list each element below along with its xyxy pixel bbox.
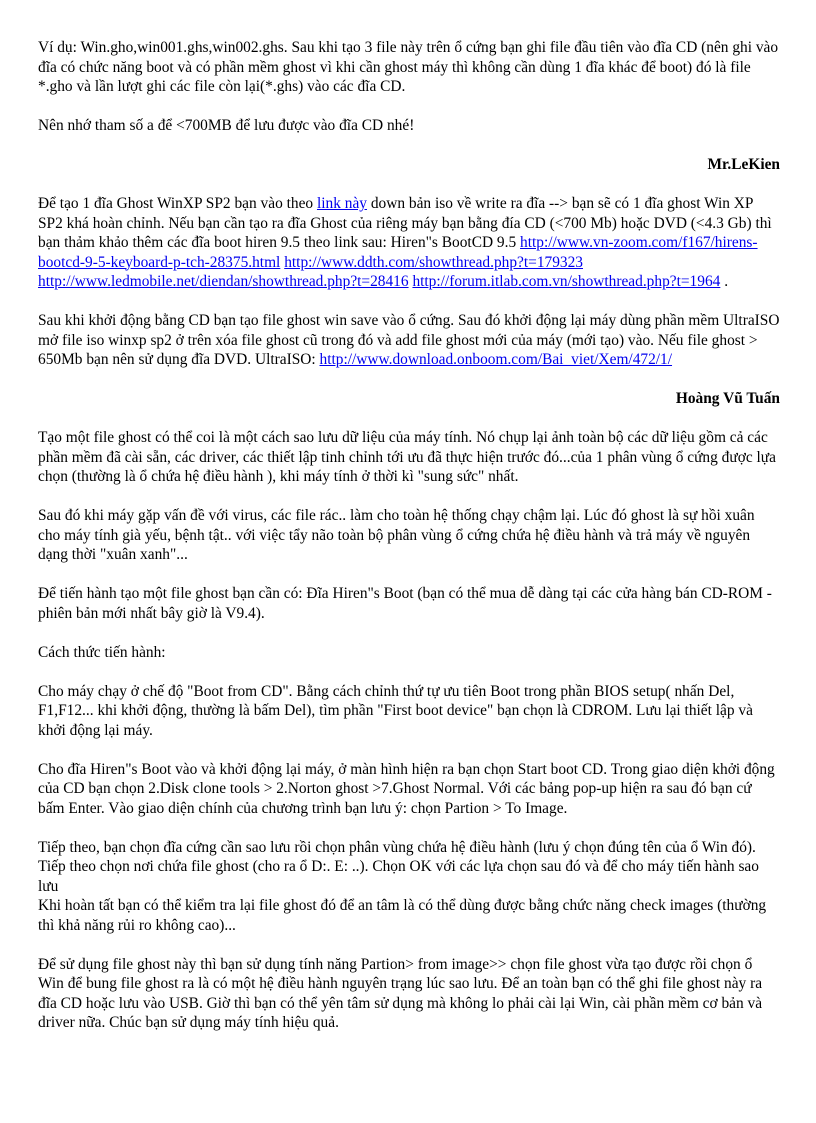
paragraph-procedure-heading: Cách thức tiến hành: bbox=[38, 643, 166, 661]
text-fragment: down bản iso về write ra đĩa --> bạn sẽ có 1 đĩa ghost Win XP SP2 khá hoàn chỉnh. Nếu bạn cần tạo ra đĩa Ghost của riêng máy bạn bằng đía CD (<700 Mb) hoặc DVD (<4.3 Gb) thì bạn thảm khảo thêm các đĩa boot hiren 9.5 theo link sau: Hiren"s BootCD 9.5 bbox=[38, 195, 772, 251]
paragraph-ghost-split-example: Ví dụ: Win.gho,win001.ghs,win002.ghs. Sau khi tạo 3 file này trên ổ cứng bạn ghi file đầu tiên vào đĩa CD (nên ghi vào đĩa có chức năng boot và có phần mềm ghost vì khi cần ghost máy thì không cần dùng 1 đĩa khác để boot) đó là file *.gho và lần lượt ghi các file còn lại(*.ghs) vào các đĩa CD. bbox=[38, 39, 779, 95]
paragraph-step-hirens: Cho đĩa Hiren"s Boot vào và khởi động lại máy, ở màn hình hiện ra bạn chọn Start boot CD. Trong giao diện khởi động của CD bạn chọn 2.Disk clone tools > 2.Norton ghost >7.Ghost Normal. Với các bảng pop-up hiện ra sau đó bạn cứ bấm Enter. Vào giao diện chính của chương trình bạn lưu ý: chọn Partion > To Image. bbox=[38, 760, 775, 817]
text-fragment: Để tạo 1 đĩa Ghost WinXP SP2 bạn vào theo bbox=[38, 195, 317, 212]
paragraph-ghost-benefit: Sau đó khi máy gặp vấn đề với virus, các file rác.. làm cho toàn hệ thống chạy chậm lại. Lúc đó ghost là sự hồi xuân cho máy tính già yếu, bệnh tật.. với việc tẩy não toàn bộ phân vùng ổ cứng chứa hệ điều hành và trả máy về nguyên dạng thời "xuân xanh"... bbox=[38, 507, 755, 563]
paragraph-step-check-images: Khi hoàn tất bạn có thể kiểm tra lại file ghost đó để an tâm là có thể dùng được bằng chức năng check images (thường thì khả năng rủi ro không cao)... bbox=[38, 897, 767, 934]
paragraph-size-note: Nên nhớ tham số a để <700MB để lưu được vào đĩa CD nhé! bbox=[38, 117, 415, 134]
link-nay[interactable]: link này bbox=[316, 195, 367, 212]
link-itlab[interactable]: http://forum.itlab.com.vn/showthread.php?t=1964 bbox=[412, 273, 721, 290]
text-fragment: Sau khi khởi động bằng CD bạn tạo file ghost win save vào ổ cứng. Sau đó khởi động lại máy dùng phần mềm UltraISO mở file iso winxp sp2 ở trên xóa file ghost cũ trong đó và add file ghost mới của máy (mới tạo) vào. Nếu file ghost > 650Mb bạn nên sử dụng đĩa DVD. UltraISO: bbox=[38, 312, 780, 368]
document-body bbox=[38, 38, 780, 1052]
link-onboom[interactable]: http://www.download.onboom.com/Bai_viet/Xem/472/1/ bbox=[319, 351, 673, 368]
link-vn-zoom[interactable]: http://www.vn-zoom.com/f167/hirens-bootcd-9-5-keyboard-p-tch-28375.html bbox=[38, 234, 758, 271]
paragraph-restore: Để sử dụng file ghost này thì bạn sử dụng tính năng Partion> from image>> chọn file ghost vừa tạo được rồi chọn ổ Win để bung file ghost ra là có một hệ điều hành nguyên trạng lúc sao lưu. Để an toàn bạn có thể ghi file ghost này ra đĩa CD hoặc lưu vào USB. Giờ thì bạn có thể yên tâm sử dụng mà không lo phải cài lại Win, cài phần mềm cơ bản và driver nữa. Chúc bạn sử dụng máy tính hiệu quả. bbox=[38, 955, 763, 1031]
author-signature-lekien: Mr.LeKien bbox=[707, 156, 780, 173]
text-fragment: . bbox=[720, 273, 729, 290]
author-signature-hoang-vu-tuan: Hoàng Vũ Tuấn bbox=[675, 390, 780, 407]
paragraph-step-select-partition: Tiếp theo, bạn chọn đĩa cứng cần sao lưu rồi chọn phân vùng chứa hệ điều hành (lưu ý chọn đúng tên của ổ Win đó). Tiếp theo chọn nơi chứa file ghost (cho ra ổ D:. E: ..). Chọn OK với các lựa chọn sau đó và để cho máy tiến hành sao lưu bbox=[38, 838, 759, 895]
paragraph-ultraiso bbox=[38, 311, 780, 370]
paragraph-winxp-ghost-disc bbox=[38, 194, 780, 292]
link-ledmobile[interactable]: http://www.ledmobile.net/diendan/showthread.php?t=28416 bbox=[38, 273, 409, 290]
paragraph-step-bios: Cho máy chạy ở chế độ "Boot from CD". Bằng cách chỉnh thứ tự ưu tiên Boot trong phần BIOS setup( nhấn Del, F1,F12... khi khởi động, thường là bấm Del), tìm phần "First boot device" bạn chọn là CDROM. Lưu lại thiết lập và khởi động lại máy. bbox=[38, 682, 753, 739]
paragraph-ghost-intro: Tạo một file ghost có thể coi là một cách sao lưu dữ liệu của máy tính. Nó chụp lại ảnh toàn bộ các dữ liệu gồm cả các phần mềm đã cài sẵn, các driver, các thiết lập tinh chỉnh tới ưu đã thực hiện trước đó...của 1 phân vùng ổ cứng được lựa chọn (thường là ổ chứa hệ điều hành ), khi máy tính ở thời kì "sung sức" nhất. bbox=[38, 429, 776, 485]
link-ddth[interactable]: http://www.ddth.com/showthread.php?t=179323 bbox=[284, 253, 583, 271]
paragraph-requirements: Để tiến hành tạo một file ghost bạn cần có: Đĩa Hiren"s Boot (bạn có thể mua dễ dàng tại các cửa hàng bán CD-ROM - phiên bản mới nhất bây giờ là V9.4). bbox=[38, 585, 772, 622]
